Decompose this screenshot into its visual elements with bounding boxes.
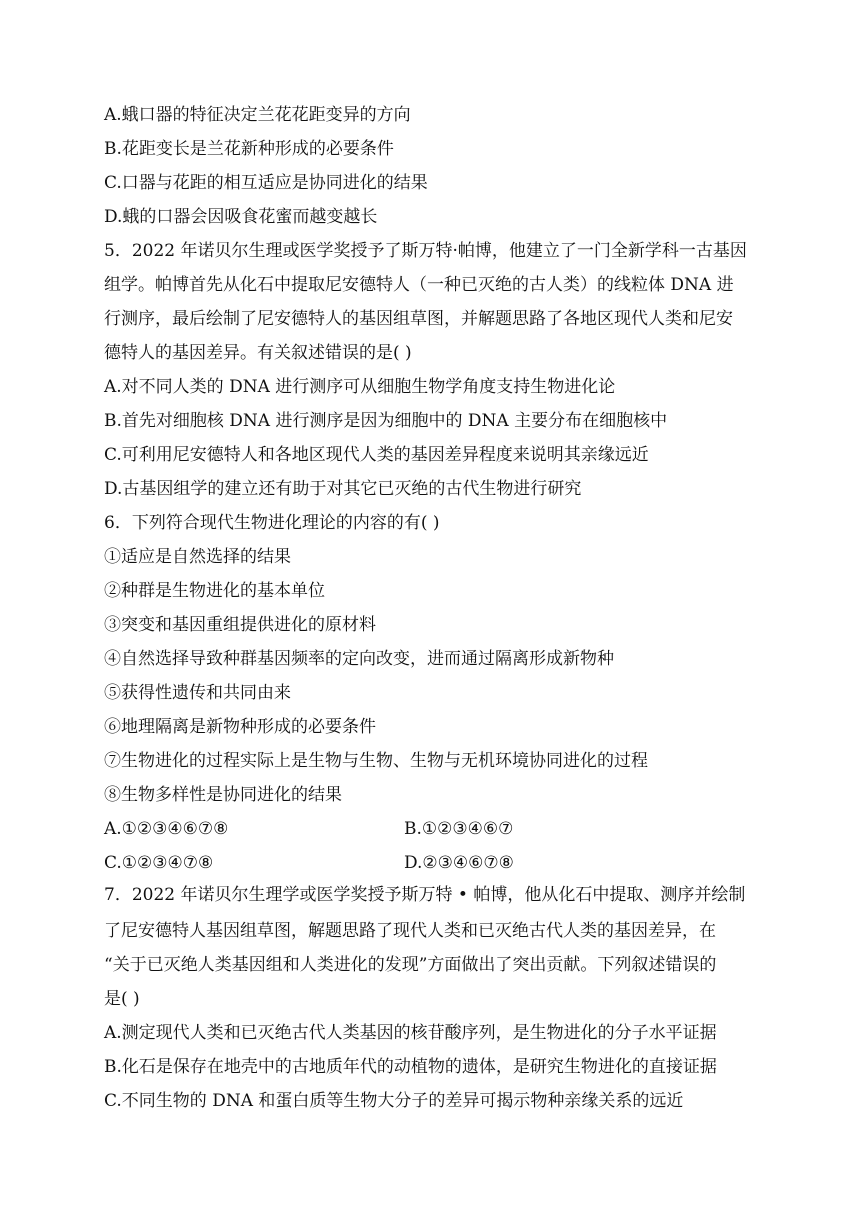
- q5-stem-line-1: 5．2022 年诺贝尔生理或医学奖授予了斯万特·帕博，他建立了一门全新学科一古基因: [104, 241, 747, 261]
- q7-option-b: B.化石是保存在地壳中的古地质年代的动植物的遗体，是研究生物进化的直接证据: [104, 1057, 717, 1077]
- q5-stem-line-3: 行测序，最后绘制了尼安德特人的基因组草图，并解题思路了各地区现代人类和尼安: [104, 309, 733, 329]
- q5-stem-line-2: 组学。帕博首先从化石中提取尼安德特人（一种已灭绝的古人类）的线粒体 DNA 进: [104, 275, 734, 295]
- q6-item-4: ④自然选择导致种群基因频率的定向改变，进而通过隔离形成新物种: [104, 649, 614, 669]
- q7-option-a: A.测定现代人类和已灭绝古代人类基因的核苷酸序列，是生物进化的分子水平证据: [104, 1023, 717, 1043]
- q6-option-b: B.①②③④⑥⑦: [404, 819, 514, 839]
- q5-option-c: C.可利用尼安德特人和各地区现代人类的基因差异程度来说明其亲缘远近: [104, 445, 649, 465]
- q6-options-row-2: [104, 846, 764, 880]
- q4-option-d: D.蛾的口器会因吸食花蜜而越变越长: [104, 207, 378, 227]
- q7-stem-line-2: 了尼安德特人基因组草图，解题思路了现代人类和已灭绝古代人类的基因差异，在: [104, 921, 716, 941]
- q6-item-3: ③突变和基因重组提供进化的原材料: [104, 615, 376, 635]
- q7-stem-line-4: 是( ): [104, 989, 140, 1009]
- q6-item-7: ⑦生物进化的过程实际上是生物与生物、生物与无机环境协同进化的过程: [104, 751, 648, 771]
- q6-option-c: C.①②③④⑦⑧: [104, 853, 214, 873]
- q6-item-1: ①适应是自然选择的结果: [104, 547, 291, 567]
- q5-option-b: B.首先对细胞核 DNA 进行测序是因为细胞中的 DNA 主要分布在细胞核中: [104, 411, 668, 431]
- q6-item-8: ⑧生物多样性是协同进化的结果: [104, 785, 342, 805]
- q4-option-c: C.口器与花距的相互适应是协同进化的结果: [104, 173, 428, 193]
- q6-options-row-1: [104, 812, 764, 846]
- q6-option-d: D.②③④⑥⑦⑧: [404, 853, 514, 873]
- q7-stem-line-1: 7．2022 年诺贝尔生理学或医学奖授予斯万特 • 帕博，他从化石中提取、测序并绘制: [104, 885, 746, 905]
- q7-stem-line-3: “关于已灭绝人类基因组和人类进化的发现”方面做出了突出贡献。下列叙述错误的: [104, 955, 717, 975]
- q5-option-a: A.对不同人类的 DNA 进行测序可从细胞生物学角度支持生物进化论: [104, 377, 616, 397]
- q6-stem: 6．下列符合现代生物进化理论的内容的有( ): [104, 513, 440, 533]
- q6-option-a: A.①②③④⑥⑦⑧: [104, 819, 229, 839]
- q4-option-b: B.花距变长是兰花新种形成的必要条件: [104, 139, 394, 159]
- q7-option-c: C.不同生物的 DNA 和蛋白质等生物大分子的差异可揭示物种亲缘关系的远近: [104, 1091, 684, 1111]
- q6-item-5: ⑤获得性遗传和共同由来: [104, 683, 291, 703]
- q6-item-6: ⑥地理隔离是新物种形成的必要条件: [104, 717, 376, 737]
- q4-option-a: A.蛾口器的特征决定兰花花距变异的方向: [104, 105, 411, 125]
- q5-stem-line-4: 德特人的基因差异。有关叙述错误的是( ): [104, 343, 412, 363]
- q5-option-d: D.古基因组学的建立还有助于对其它已灭绝的古代生物进行研究: [104, 479, 582, 499]
- q6-item-2: ②种群是生物进化的基本单位: [104, 581, 325, 601]
